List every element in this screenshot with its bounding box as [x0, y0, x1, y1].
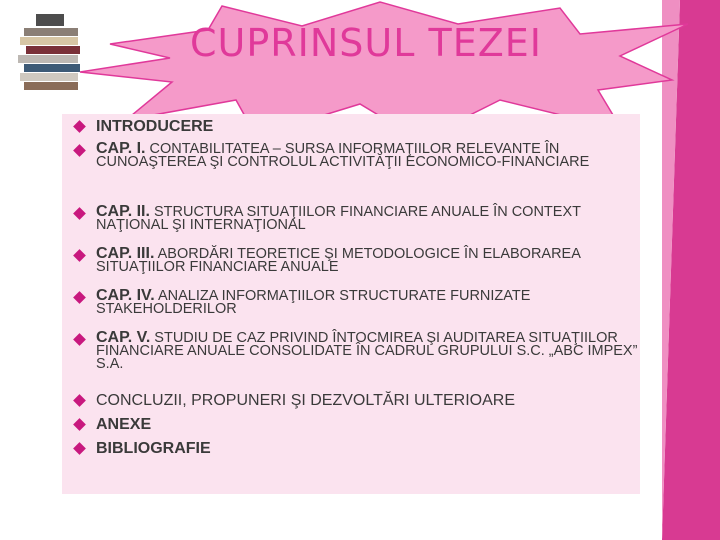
toc-item-text: ANEXE [96, 416, 152, 433]
diamond-bullet-icon [73, 207, 86, 220]
toc-item-anexe [72, 416, 642, 440]
diamond-bullet-icon [73, 120, 86, 133]
chapter-title: STUDIU DE CAZ PRIVIND ÎNTOCMIREA ŞI AUDITAREA SITUAŢIILOR FINANCIARE ANUALE CONSOLIDATE ÎN CADRUL GRUPULUI S.C. „ABC IMPEX” S.A. [96, 330, 638, 372]
chapter-label: CAP. I. [96, 140, 146, 157]
toc-item-text [96, 289, 642, 316]
toc-item-text: BIBLIOGRAFIE [96, 440, 211, 457]
toc-item-cap-2 [72, 205, 642, 247]
diamond-bullet-icon [73, 249, 86, 262]
chapter-title: CONTABILITATEA – SURSA INFORMAŢIILOR RELEVANTE ÎN CUNOAŞTEREA ŞI CONTROLUL ACTIVITĂŢII ECONOMICO-FINANCIARE [96, 141, 590, 170]
toc-item-introducere [72, 118, 642, 142]
table-of-contents [72, 118, 642, 464]
toc-item-text: CONCLUZII, PROPUNERI ŞI DEZVOLTĂRI ULTERIOARE [96, 392, 516, 409]
diamond-bullet-icon [73, 442, 86, 455]
chapter-title: ANALIZA INFORMAŢIILOR STRUCTURATE FURNIZATE STAKEHOLDERILOR [96, 288, 531, 317]
diamond-bullet-icon [73, 418, 86, 431]
toc-item-bibliografie [72, 440, 642, 464]
toc-item-cap-1 [72, 142, 642, 205]
toc-item-text [96, 142, 642, 169]
diamond-bullet-icon [73, 291, 86, 304]
diamond-bullet-icon [73, 394, 86, 407]
toc-item-text [96, 205, 642, 232]
toc-item-text: INTRODUCERE [96, 118, 214, 135]
toc-item-cap-4 [72, 289, 642, 331]
toc-item-cap-3 [72, 247, 642, 289]
diamond-bullet-icon [73, 333, 86, 346]
chapter-label: CAP. II. [96, 203, 150, 220]
slide-title: CUPRINSUL TEZEI [190, 21, 542, 65]
chapter-title: ABORDĂRI TEORETICE ŞI METODOLOGICE ÎN ELABORAREA SITUAŢIILOR FINANCIARE ANUALE [96, 246, 581, 275]
chapter-label: CAP. V. [96, 329, 151, 346]
chapter-label: CAP. III. [96, 245, 155, 262]
toc-item-cap-5 [72, 331, 642, 392]
chapter-label: CAP. IV. [96, 287, 155, 304]
chapter-title: STRUCTURA SITUAŢIILOR FINANCIARE ANUALE ÎN CONTEXT NAŢIONAL ŞI INTERNAŢIONAL [96, 204, 581, 233]
diamond-bullet-icon [73, 144, 86, 157]
toc-item-concluzii [72, 392, 642, 416]
toc-item-text [96, 331, 642, 371]
toc-item-text [96, 247, 642, 274]
